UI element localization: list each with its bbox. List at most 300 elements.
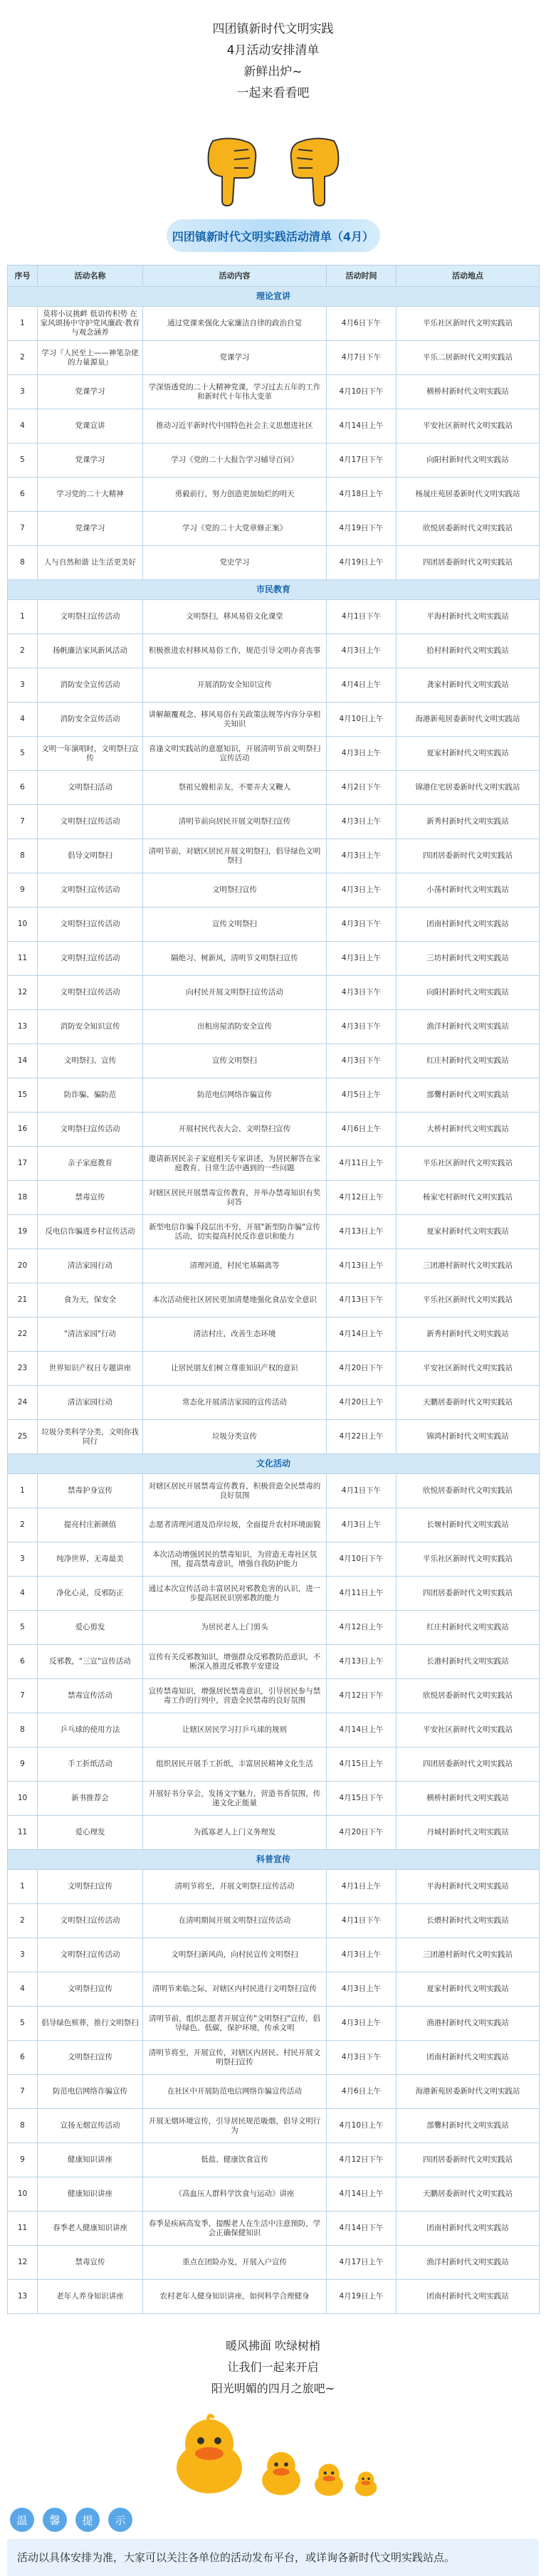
cell-place: 团南村新时代文明实践站 (397, 2280, 540, 2314)
table-row (8, 409, 540, 443)
cell-content: 春季是疾病高发季，提醒老人在生活中注意预防，学会正确保健知识 (143, 2212, 327, 2246)
table-row (8, 2109, 540, 2143)
cell-name: 文明祭扫宣传活动 (38, 1938, 143, 1972)
table-row (8, 737, 540, 771)
cell-time: 4月3日上午 (327, 1972, 397, 2007)
cell-place: 海港新苑居委新时代文明实践站 (397, 2075, 540, 2109)
cell-place: 横桥村新时代文明实践站 (397, 375, 540, 409)
cell-no: 3 (8, 375, 38, 409)
cell-content: 通过党课来强化大家廉洁自律的政治自觉 (143, 307, 327, 341)
tips-text: 活动以具体安排为准，大家可以关注各单位的活动发布平台，或详询各新时代文明实践站点。 (7, 2539, 539, 2576)
cell-content: 党课学习 (143, 341, 327, 375)
cell-place: 平安社区新时代文明实践站 (397, 409, 540, 443)
cell-name: 学习『人民至上——神笔杂佬的力量源泉』 (38, 341, 143, 375)
cell-time: 4月1日下午 (327, 1474, 397, 1508)
table-row (8, 1113, 540, 1147)
cell-content: 宣传禁毒知识，增强居民禁毒意识，引导居民参与禁毒工作的行列中，营造全民禁毒的良好氛围 (143, 1679, 327, 1713)
table-row (8, 942, 540, 976)
cell-no: 8 (8, 546, 38, 580)
cell-no: 11 (8, 2212, 38, 2246)
table-row (8, 1577, 540, 1611)
cell-content: 开展无烟环境宣传，引导居民规范吸烟，倡导文明行为 (143, 2109, 327, 2143)
cell-time: 4月17日下午 (327, 443, 397, 478)
table-row (8, 512, 540, 546)
cell-time: 4月3日上午 (327, 839, 397, 873)
table-row (8, 839, 540, 873)
section-row (8, 1454, 540, 1474)
cell-no: 5 (8, 1611, 38, 1645)
intro-line: 一起来看看吧 (236, 86, 310, 100)
cell-no: 7 (8, 805, 38, 839)
cell-content: 开展好书分享会，发扬文字魅力，营造书香氛围，传递文化正能量 (143, 1782, 327, 1816)
cell-no: 11 (8, 1816, 38, 1850)
cell-no: 18 (8, 1181, 38, 1215)
table-row (8, 1713, 540, 1747)
intro-line: 四团镇新时代文明实践 (212, 22, 334, 36)
cell-time: 4月11日上午 (327, 1577, 397, 1611)
cell-no: 7 (8, 2075, 38, 2109)
table-header-row (8, 266, 540, 287)
cell-place: 平海村新时代文明实践站 (397, 1870, 540, 1904)
cell-place: 夏家村新时代文明实践站 (397, 1972, 540, 2007)
cell-time: 4月3日上午 (327, 873, 397, 908)
tips-heading-char: 提 (75, 2508, 100, 2532)
cell-place: 三团港村新时代文明实践站 (397, 1249, 540, 1283)
cell-time: 4月12日下午 (327, 2143, 397, 2177)
cell-no: 3 (8, 1938, 38, 1972)
cell-place: 红庄村新时代文明实践站 (397, 1611, 540, 1645)
pointing-hand-icon (284, 135, 348, 206)
cell-place: 杨家宅村新时代文明实践站 (397, 1181, 540, 1215)
cell-name: 文明祭扫宣传活动 (38, 1113, 143, 1147)
cell-place: 部爨村新时代文明实践站 (397, 2109, 540, 2143)
cell-no: 7 (8, 1679, 38, 1713)
cell-content: 组织居民开展手工折纸，丰富居民精神文化生活 (143, 1747, 327, 1782)
cell-name: 禁毒宣传活动 (38, 1679, 143, 1713)
cell-name: 垃圾分类科学分类，文明你我同行 (38, 1420, 143, 1454)
cell-name: 文明祭扫宣传活动 (38, 908, 143, 942)
cell-name: 手工折纸活动 (38, 1747, 143, 1782)
tips-heading (0, 2508, 546, 2532)
table-row (8, 1420, 540, 1454)
cell-content: 学深悟透党的二十大精神党课，学习过去五年的工作和新时代十年伟大变革 (143, 375, 327, 409)
cell-place: 锦港住宅居委新时代文明实践站 (397, 771, 540, 805)
cell-content: 宣传文明祭扫 (143, 1044, 327, 1078)
table-row (8, 2007, 540, 2041)
cell-no: 8 (8, 2109, 38, 2143)
intro (0, 0, 546, 104)
duck-mascot-icon (256, 2448, 306, 2498)
cell-no: 4 (8, 703, 38, 737)
table-row (8, 307, 540, 341)
cell-content: 本次活动增强居民的禁毒知识，为营造无毒社区氛围，提高禁毒意识，增强自我防护能力 (143, 1542, 327, 1577)
cell-name: 亲子家庭教育 (38, 1147, 143, 1181)
cell-place: 拾村村新时代文明实践站 (397, 634, 540, 668)
header-content: 活动内容 (143, 266, 327, 287)
table-row (8, 1870, 540, 1904)
cell-no: 7 (8, 512, 38, 546)
cell-time: 4月20日上午 (327, 1386, 397, 1420)
cell-time: 4月6日上午 (327, 1113, 397, 1147)
table-row (8, 600, 540, 634)
table-row (8, 1474, 540, 1508)
cell-content: 低盐、健康饮食宣传 (143, 2143, 327, 2177)
cell-time: 4月12日上午 (327, 1611, 397, 1645)
cell-place: 龚家村新时代文明实践站 (397, 668, 540, 703)
cell-name: 党课学习 (38, 443, 143, 478)
cell-no: 3 (8, 1542, 38, 1577)
cell-no: 9 (8, 873, 38, 908)
header-time: 活动时间 (327, 266, 397, 287)
cell-time: 4月13日下午 (327, 1283, 397, 1318)
cell-time: 4月1日下午 (327, 1904, 397, 1938)
cell-content: 垃圾分类宣传 (143, 1420, 327, 1454)
cell-time: 4月15日上午 (327, 1747, 397, 1782)
cell-time: 4月19日下午 (327, 512, 397, 546)
table-row (8, 1938, 540, 1972)
cell-time: 4月10日上午 (327, 2109, 397, 2143)
cell-time: 4月20日下午 (327, 1816, 397, 1850)
cell-name: 反邪教，"三宣"宣传活动 (38, 1645, 143, 1679)
cell-place: 平安社区新时代文明实践站 (397, 1352, 540, 1386)
cell-name: 纯净世界，无毒最美 (38, 1542, 143, 1577)
cell-content: 常态化开展清洁家园的宣传活动 (143, 1386, 327, 1420)
cell-content: 喜逢文明实践站的意愿知识，开展清明节前文明祭扫宣传活动 (143, 737, 327, 771)
cell-place: 渔洋村新时代文明实践站 (397, 1010, 540, 1044)
cell-place: 团南村新时代文明实践站 (397, 908, 540, 942)
cell-name: 莫将小议挑衅 低语传积势 在家风颂扬中守护党风廉政·教育与观念涵养 (38, 307, 143, 341)
table-row (8, 1352, 540, 1386)
cell-no: 2 (8, 1904, 38, 1938)
cell-place: 新秀村新时代文明实践站 (397, 805, 540, 839)
cell-time: 4月3日上午 (327, 2007, 397, 2041)
section-title: 科普宣传 (8, 1850, 540, 1870)
cell-no: 8 (8, 1713, 38, 1747)
cell-content: 文明祭扫宣传 (143, 873, 327, 908)
header-place: 活动地点 (397, 266, 540, 287)
cell-name: 扬帆廉洁家风新风活动 (38, 634, 143, 668)
cell-content: 清理河道，村民宅基隔离等 (143, 1249, 327, 1283)
cell-name: 文明祭扫、宣传 (38, 1044, 143, 1078)
cell-no: 9 (8, 2143, 38, 2177)
cell-name: 文明祭扫宣传活动 (38, 805, 143, 839)
cell-content: 让辖区居民学习打乒乓球的规则 (143, 1713, 327, 1747)
cell-content: 清洁村庄，改善生态环境 (143, 1318, 327, 1352)
table-row (8, 341, 540, 375)
table-row (8, 1611, 540, 1645)
cell-place: 平乐社区新时代文明实践站 (397, 307, 540, 341)
cell-content: 新型电信诈骗手段层出不穷，开展"新型防诈骗"宣传活动，切实提高村民反诈意识和能力 (143, 1215, 327, 1249)
cell-place: 夏家村新时代文明实践站 (397, 1215, 540, 1249)
table-row (8, 1386, 540, 1420)
cell-content: 为居民老人上门剪头 (143, 1611, 327, 1645)
cell-time: 4月14日上午 (327, 409, 397, 443)
table-row (8, 2177, 540, 2212)
cell-content: 积极推进农村移风易俗工作，规范引导文明办喜丧事 (143, 634, 327, 668)
cell-time: 4月3日下午 (327, 976, 397, 1010)
header-no: 序号 (8, 266, 38, 287)
cell-time: 4月12日下午 (327, 1679, 397, 1713)
cell-no: 11 (8, 942, 38, 976)
header-name: 活动名称 (38, 266, 143, 287)
cell-time: 4月4日上午 (327, 668, 397, 703)
cell-time: 4月3日下午 (327, 908, 397, 942)
outro (0, 2335, 546, 2399)
cell-place: 海港新苑居委新时代文明实践站 (397, 703, 540, 737)
table-row (8, 478, 540, 512)
cell-content: 宣传有关反邪教知识，增强群众反邪教防范意识，不断深入推进反邪教平安建设 (143, 1645, 327, 1679)
table-row (8, 2246, 540, 2280)
cell-no: 9 (8, 1747, 38, 1782)
cell-name: 爱心剪发 (38, 1611, 143, 1645)
cell-content: 清明节来临之际，对辖区内村民进行文明祭扫宣传 (143, 1972, 327, 2007)
list-title-banner: 四团镇新时代文明实践活动清单（4月） (167, 219, 380, 252)
cell-name: 提亮村庄新颜值 (38, 1508, 143, 1542)
cell-no: 13 (8, 2280, 38, 2314)
cell-place: 长港村新时代文明实践站 (397, 1645, 540, 1679)
cell-place: 向阳村新时代文明实践站 (397, 443, 540, 478)
cell-no: 6 (8, 1645, 38, 1679)
cell-time: 4月1日下午 (327, 600, 397, 634)
cell-time: 4月10日上午 (327, 703, 397, 737)
outro-line: 阳光明媚的四月之旅吧~ (211, 2382, 335, 2395)
cell-time: 4月7日下午 (327, 341, 397, 375)
cell-content: 开展消防安全知识宣传 (143, 668, 327, 703)
cell-content: 讲解颠覆观念、移风易俗有关政策法规等内容分享相关知识 (143, 703, 327, 737)
table-row (8, 1542, 540, 1577)
cell-name: 学习党的二十大精神 (38, 478, 143, 512)
cell-name: 文明祭扫宣传活动 (38, 600, 143, 634)
cell-no: 1 (8, 1474, 38, 1508)
cell-time: 4月14日上午 (327, 1713, 397, 1747)
cell-time: 4月3日上午 (327, 737, 397, 771)
cell-content: 清明节将至，开展宣传，对辖区内居民、村民开展文明祭扫宣传 (143, 2041, 327, 2075)
cell-content: 学习《党的二十大党章修正案》 (143, 512, 327, 546)
cell-place: 欣悦居委新时代文明实践站 (397, 1679, 540, 1713)
cell-time: 4月14日上午 (327, 2177, 397, 2212)
cell-name: "清洁家园"行动 (38, 1318, 143, 1352)
cell-time: 4月2日下午 (327, 771, 397, 805)
cell-place: 四团居委新时代文明实践站 (397, 2143, 540, 2177)
cell-name: 消防安全宣传活动 (38, 668, 143, 703)
table-row (8, 1904, 540, 1938)
table-row (8, 1782, 540, 1816)
cell-name: 党课学习 (38, 375, 143, 409)
cell-no: 6 (8, 2041, 38, 2075)
table-row (8, 1044, 540, 1078)
cell-place: 长煨村新时代文明实践站 (397, 1904, 540, 1938)
cell-time: 4月12日上午 (327, 1181, 397, 1215)
cell-no: 25 (8, 1420, 38, 1454)
tips-heading-char: 温 (10, 2508, 34, 2532)
cell-time: 4月6日下午 (327, 307, 397, 341)
cell-name: 倡导文明祭扫 (38, 839, 143, 873)
cell-content: 让居民朋友们树立尊重知识产权的意识 (143, 1352, 327, 1386)
table-row (8, 2143, 540, 2177)
cell-place: 欣悦居委新时代文明实践站 (397, 1474, 540, 1508)
cell-place: 小荡村新时代文明实践站 (397, 873, 540, 908)
table-row (8, 1078, 540, 1113)
cell-place: 四团居委新时代文明实践站 (397, 1747, 540, 1782)
cell-place: 渔洋村新时代文明实践站 (397, 2246, 540, 2280)
table-row (8, 771, 540, 805)
cell-content: 在清明期间开展文明祭扫宣传活动 (143, 1904, 327, 1938)
section-title: 市民教育 (8, 580, 540, 600)
duck-mascot-icon (167, 2412, 252, 2498)
cell-content: 志愿者清理河道及沿岸垃圾，全面提升农村环境面貌 (143, 1508, 327, 1542)
cell-place: 团南村新时代文明实践站 (397, 2041, 540, 2075)
cell-content: 对辖区居民开展禁毒宣传教育，并举办禁毒知识有奖问答 (143, 1181, 327, 1215)
cell-time: 4月14日下午 (327, 2212, 397, 2246)
cell-content: 通过本次宣传活动丰富居民对邪教危害的认识，进一步提高居民识别邪教的能力 (143, 1577, 327, 1611)
cell-no: 24 (8, 1386, 38, 1420)
cell-place: 平乐社区新时代文明实践站 (397, 1147, 540, 1181)
activity-table-wrap (7, 265, 539, 2314)
table-row (8, 2212, 540, 2246)
table-row (8, 375, 540, 409)
cell-no: 2 (8, 634, 38, 668)
table-row (8, 703, 540, 737)
cell-name: 文明祭扫活动 (38, 771, 143, 805)
cell-content: 邀请新居民亲子家庭相关专家讲述，为居民解答在家庭教育、日常生活中遇到的一些问题 (143, 1147, 327, 1181)
cell-content: 在社区中开展防范电信网络诈骗宣传活动 (143, 2075, 327, 2109)
cell-name: 文明祭扫宣传活动 (38, 1904, 143, 1938)
cell-content: 文明祭扫，移风易俗文化课堂 (143, 600, 327, 634)
table-row (8, 1147, 540, 1181)
cell-no: 13 (8, 1010, 38, 1044)
outro-line: 暖风拂面 吹绿树梢 (225, 2339, 321, 2352)
cell-name: 消防安全宣传活动 (38, 703, 143, 737)
cell-time: 4月3日上午 (327, 1508, 397, 1542)
cell-name: 文明祭扫宣传活动 (38, 942, 143, 976)
section-title: 理论宣讲 (8, 287, 540, 307)
cell-name: 禁毒护身宣传 (38, 1474, 143, 1508)
outro-line: 让我们一起来开启 (227, 2360, 319, 2374)
table-row (8, 2041, 540, 2075)
cell-place: 团南村新时代文明实践站 (397, 2212, 540, 2246)
tips-heading-char: 馨 (43, 2508, 67, 2532)
cell-no: 2 (8, 1508, 38, 1542)
cell-name: 健康知识讲座 (38, 2177, 143, 2212)
cell-no: 10 (8, 908, 38, 942)
cell-time: 4月19日上午 (327, 546, 397, 580)
table-row (8, 1816, 540, 1850)
cell-content: 为孤寡老人上门义务理发 (143, 1816, 327, 1850)
cell-name: 禁毒宣传 (38, 1181, 143, 1215)
cell-no: 5 (8, 2007, 38, 2041)
cell-content: 《高血压人群科学饮食与运动》讲座 (143, 2177, 327, 2212)
cell-no: 5 (8, 737, 38, 771)
table-row (8, 668, 540, 703)
cell-name: 春季老人健康知识讲座 (38, 2212, 143, 2246)
cell-place: 大桥村新时代文明实践站 (397, 1113, 540, 1147)
cell-no: 17 (8, 1147, 38, 1181)
cell-time: 4月13日上午 (327, 1215, 397, 1249)
cell-name: 文明祭扫宣传活动 (38, 976, 143, 1010)
cell-place: 横桥村新时代文明实践站 (397, 1782, 540, 1816)
cell-place: 三坊村新时代文明实践站 (397, 942, 540, 976)
cell-time: 4月22日上午 (327, 1420, 397, 1454)
cell-no: 5 (8, 443, 38, 478)
cell-place: 锦鸿村新时代文明实践站 (397, 1420, 540, 1454)
intro-line: 4月活动安排清单 (226, 43, 320, 58)
cell-no: 12 (8, 2246, 38, 2280)
cell-no: 19 (8, 1215, 38, 1249)
cell-place: 天鹏居委新时代文明实践站 (397, 1386, 540, 1420)
cell-content: 文明祭扫新风尚，向村民宣传文明祭扫 (143, 1938, 327, 1972)
cell-no: 22 (8, 1318, 38, 1352)
section-row (8, 580, 540, 600)
cell-time: 4月18日上午 (327, 478, 397, 512)
cell-place: 四团居委新时代文明实践站 (397, 1577, 540, 1611)
cell-no: 3 (8, 668, 38, 703)
table-row (8, 1010, 540, 1044)
cell-content: 勇毅前行，努力创造更加灿烂的明天 (143, 478, 327, 512)
cell-name: 健康知识讲座 (38, 2143, 143, 2177)
cell-name: 消防安全知识宣传 (38, 1010, 143, 1044)
table-row (8, 1215, 540, 1249)
cell-no: 6 (8, 771, 38, 805)
table-body (8, 287, 540, 2314)
cell-time: 4月3日下午 (327, 1044, 397, 1078)
cell-name: 倡导绿色殡葬，推行文明祭扫 (38, 2007, 143, 2041)
cell-content: 清明节将至，开展文明祭扫宣传活动 (143, 1870, 327, 1904)
cell-name: 文明祭扫宣传活动 (38, 873, 143, 908)
cell-content: 清明节前向居民开展文明祭扫宣传 (143, 805, 327, 839)
section-row (8, 1850, 540, 1870)
cell-content: 清明节前，对辖区居民开展文明祭扫，倡导绿色文明祭扫 (143, 839, 327, 873)
cell-time: 4月17日上午 (327, 2246, 397, 2280)
cell-no: 16 (8, 1113, 38, 1147)
cell-place: 平乐二居新时代文明实践站 (397, 341, 540, 375)
table-row (8, 976, 540, 1010)
duck-mascot-icon (352, 2469, 380, 2498)
duck-mascots (0, 2412, 546, 2498)
cell-time: 4月3日下午 (327, 2041, 397, 2075)
cell-name: 爱心理发 (38, 1816, 143, 1850)
table-row (8, 2075, 540, 2109)
cell-name: 净化心灵，反邪防正 (38, 1577, 143, 1611)
cell-name: 防范电信网络诈骗宣传 (38, 2075, 143, 2109)
cell-place: 红庄村新时代文明实践站 (397, 1044, 540, 1078)
cell-content: 推动习近平新时代中国特色社会主义思想进社区 (143, 409, 327, 443)
table-row (8, 1679, 540, 1713)
cell-time: 4月3日下午 (327, 1010, 397, 1044)
cell-content: 隔绝习、树新风，清明节文明祭扫宣传 (143, 942, 327, 976)
cell-name: 文明一年演唱时，文明祭扫宣传 (38, 737, 143, 771)
cell-no: 20 (8, 1249, 38, 1283)
intro-line: 新鲜出炉~ (243, 65, 303, 79)
cell-name: 宣扬无烟宣传活动 (38, 2109, 143, 2143)
cell-no: 21 (8, 1283, 38, 1318)
cell-name: 清洁家园行动 (38, 1386, 143, 1420)
cell-place: 天鹏居委新时代文明实践站 (397, 2177, 540, 2212)
cell-place: 四团居委新时代文明实践站 (397, 839, 540, 873)
cell-place: 欣悦居委新时代文明实践站 (397, 512, 540, 546)
cell-no: 10 (8, 2177, 38, 2212)
cell-content: 宣传文明祭扫 (143, 908, 327, 942)
cell-no: 23 (8, 1352, 38, 1386)
table-row (8, 546, 540, 580)
cell-name: 防诈骗、骗防范 (38, 1078, 143, 1113)
cell-content: 出租房屋消防安全宣传 (143, 1010, 327, 1044)
cell-place: 平乐社区新时代文明实践站 (397, 1542, 540, 1577)
table-row (8, 443, 540, 478)
cell-content: 向村民开展文明祭扫宣传活动 (143, 976, 327, 1010)
cell-no: 4 (8, 1972, 38, 2007)
cell-content: 农村老年人健身知识讲座，如何科学合理健身 (143, 2280, 327, 2314)
cell-time: 4月3日上午 (327, 805, 397, 839)
